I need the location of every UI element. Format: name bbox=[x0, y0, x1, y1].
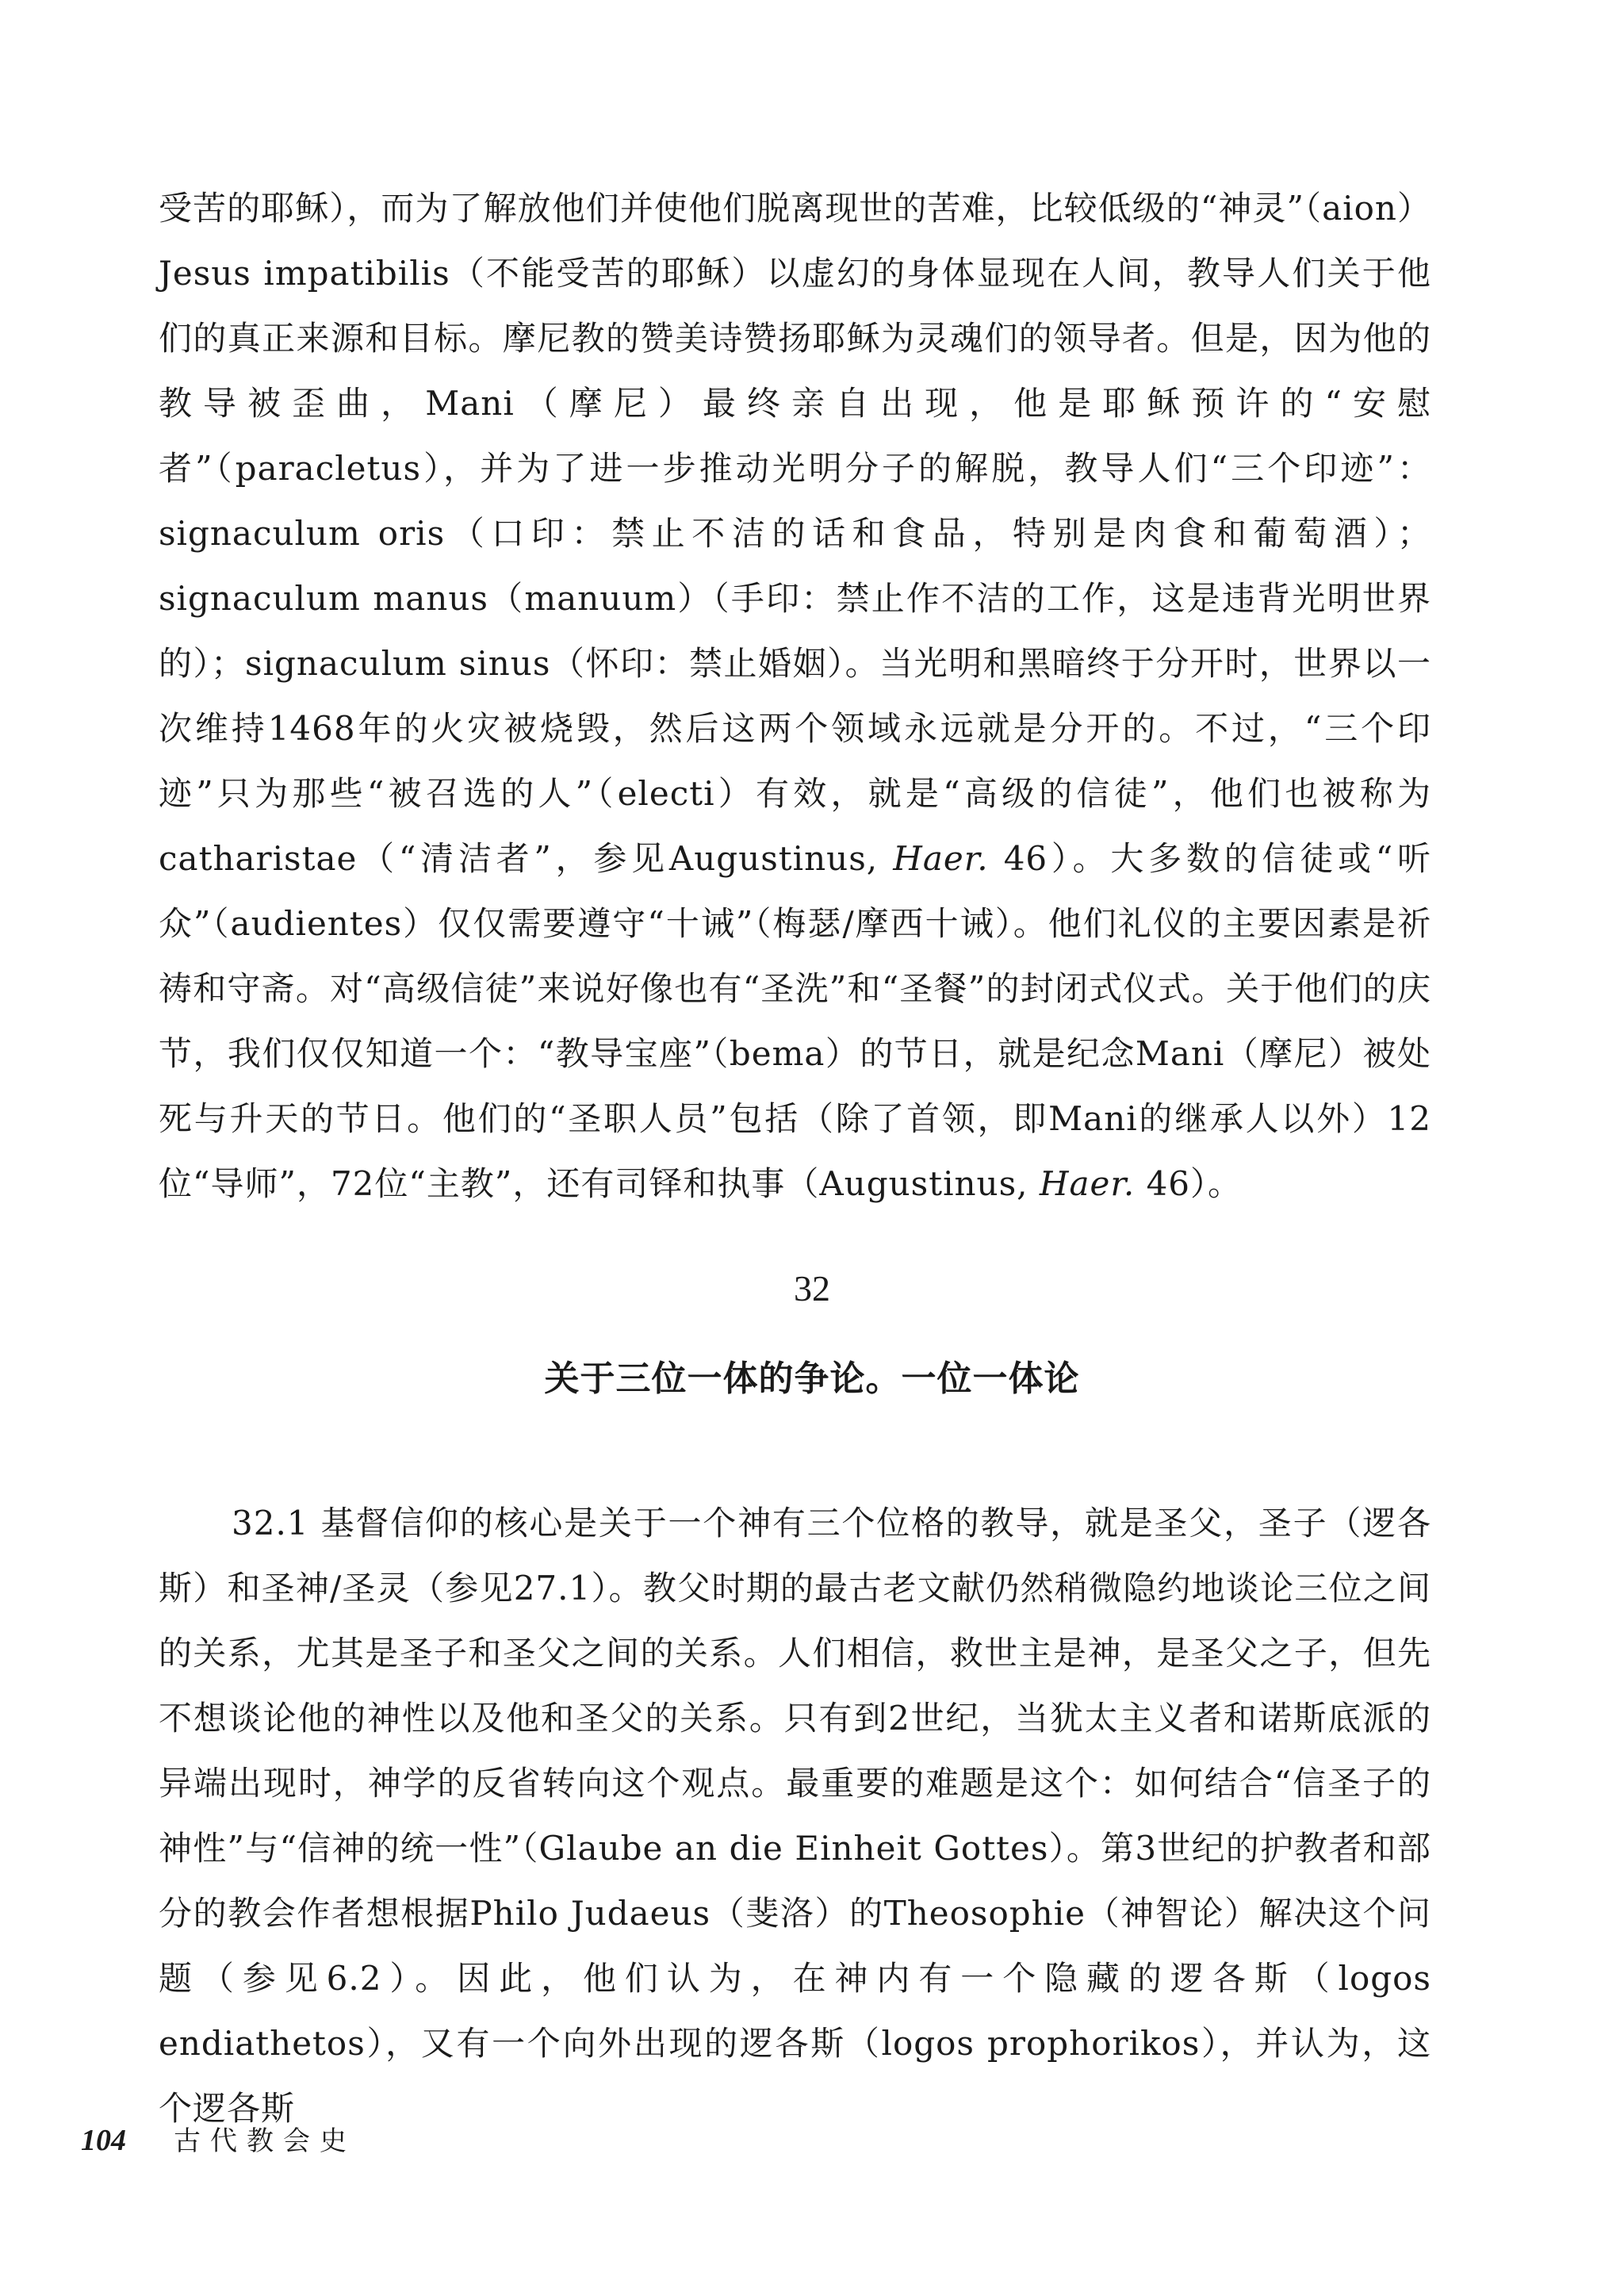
text-run: 32.1 基督信仰的核心是关于一个神有三个位格的教导，就是圣父，圣子（逻各斯）和圣神/圣灵（参见27.1）。教父时期的最古老文献仍然稍微隐约地谈论三位之间的关系，尤其是圣子和圣父之间的关系。人们相信，救世主是神，是圣父之子，但先不想谈论他的神性以及他和圣父的关系。只有到2世纪，当犹太主义者和诺斯底派的异端出现时，神学的反省转向这个观点。最重要的难题是这个：如何结合“信圣子的神性”与“信神的统一性”（Glaube an die Einheit Gottes）。第3世纪的护教者和部分的教会作者想根据Philo Judaeus（斐洛）的Theosophie（神智论）解决这个问题（参见6.2）。因此，他们认为，在神内有一个隐藏的逻各斯（logos endiathetos），又有一个向外出现的逻各斯（logos prophorikos），并认为，这个逻各斯 bbox=[159, 1504, 1431, 2128]
text-run-italic: Haer. bbox=[893, 839, 989, 878]
running-head: 古代教会史 bbox=[174, 2125, 356, 2157]
body-paragraph bbox=[159, 1491, 1431, 2141]
chapter-number: 32 bbox=[794, 1268, 830, 1309]
chapter-title: 关于三位一体的争论。一位一体论 bbox=[544, 1359, 1080, 1399]
text-run: 46）。 bbox=[1135, 1164, 1243, 1203]
text-run: 46）。大多数的信徒或“听众”（audientes）仅仅需要遵守“十诫”（梅瑟/摩西十诫）。他们礼仪的主要因素是祈祷和守斋。对“高级信徒”来说好像也有“圣洗”和“圣餐”的封闭式仪式。关于他们的庆节，我们仅仅知道一个：“教导宝座”（bema）的节日，就是纪念Mani（摩尼）被处死与升天的节日。他们的“圣职人员”包括（除了首领，即Mani的继承人以外）12位“导师”，72位“主教”，还有司铎和执事（Augustinus, bbox=[159, 839, 1431, 1203]
text-run: 受苦的耶稣），而为了解放他们并使他们脱离现世的苦难，比较低级的“神灵”（aion）Jesus impatibilis（不能受苦的耶稣）以虚幻的身体显现在人间，教导人们关于他们的真正来源和目标。摩尼教的赞美诗赞扬耶稣为灵魂们的领导者。但是，因为他的教导被歪曲，Mani（摩尼）最终亲自出现，他是耶稣预许的“安慰者”（paracletus），并为了进一步推动光明分子的解脱，教导人们“三个印迹”：signaculum oris（口印：禁止不洁的话和食品，特别是肉食和葡萄酒）；signaculum manus（manuum）（手印：禁止作不洁的工作，这是违背光明世界的）；signaculum sinus（怀印：禁止婚姻）。当光明和黑暗终于分开时，世界以一次维持1468年的火灾被烧毁，然后这两个领域永远就是分开的。不过，“三个印迹”只为那些“被召选的人”（electi）有效，就是“高级的信徒”，他们也被称为catharistae（“清洁者”，参见Augustinus, bbox=[159, 189, 1431, 878]
page-number: 104 bbox=[81, 2124, 126, 2157]
text-run-italic: Haer. bbox=[1039, 1164, 1136, 1203]
body-paragraph bbox=[159, 176, 1431, 1217]
page-footer bbox=[81, 2119, 356, 2158]
